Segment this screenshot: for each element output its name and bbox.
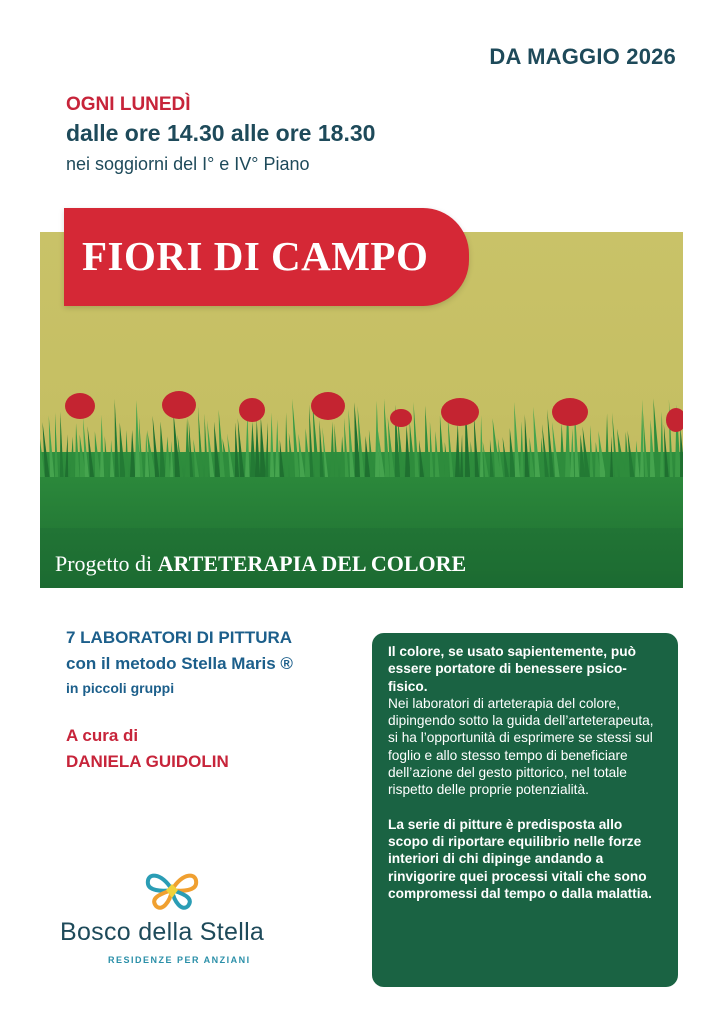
- project-prefix: Progetto di: [55, 551, 153, 576]
- event-day: OGNI LUNEDÌ: [66, 94, 191, 115]
- butterfly-logo-icon: [142, 868, 202, 917]
- page-title: FIORI DI CAMPO: [82, 233, 429, 279]
- curator-name: DANIELA GUIDOLIN: [66, 752, 229, 771]
- lab-method: con il metodo Stella Maris ®: [66, 654, 293, 673]
- event-start-date: DA MAGGIO 2026: [489, 44, 676, 69]
- logo-subtitle: RESIDENZE PER ANZIANI: [108, 955, 251, 965]
- info-lead: Il colore, se usato sapientemente, può essere portatore di benessere psico-fisico.: [388, 644, 636, 694]
- event-place: nei soggiorni del I° e IV° Piano: [66, 154, 310, 174]
- lab-groups: in piccoli gruppi: [66, 680, 175, 696]
- info-body: Nei laboratori di arteterapia del colore, dipingendo sotto la guida dell’arteterapeuta, si ha l’opportunità di esprimere se stessi sul foglio e allo stesso tempo di beneficiare dell’azione del gesto pittorico, nel totale rispetto delle proprie potenzialità.: [388, 695, 654, 798]
- info-closing: La serie di pitture è predisposta allo scopo di riportare equilibrio nelle forze interiori di chi dipinge andando a rinvigorire quei processi vitali che sono compromessi dal tempo o dalla malattia.: [388, 816, 652, 901]
- logo-name: Bosco della Stella: [60, 918, 265, 946]
- lab-title: 7 LABORATORI DI PITTURA: [66, 628, 293, 647]
- project-line: [55, 551, 466, 577]
- curated-by-label: A cura di: [66, 726, 139, 745]
- event-hours: dalle ore 14.30 alle ore 18.30: [66, 120, 376, 146]
- project-name: ARTETERAPIA DEL COLORE: [157, 551, 467, 576]
- info-box: [372, 633, 678, 987]
